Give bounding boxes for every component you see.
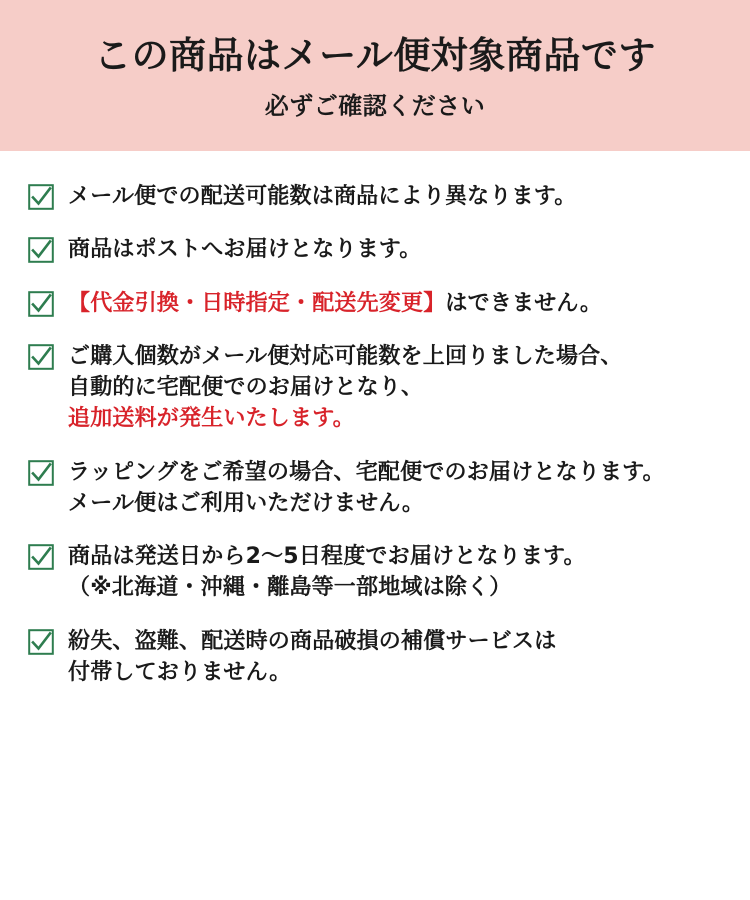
text-segment: 【代金引換・日時指定・配送先変更】 xyxy=(68,290,446,316)
list-item-line xyxy=(68,541,722,572)
text-segment: 紛失、盗難、配送時の商品破損の補償サービスは xyxy=(68,628,557,654)
list-item-text xyxy=(68,626,722,688)
check-box-icon xyxy=(28,291,54,317)
text-segment: メール便はご利用いただけません。 xyxy=(68,490,425,516)
list-item xyxy=(28,288,722,319)
notice-header xyxy=(0,0,750,151)
list-item xyxy=(28,341,722,435)
list-item-text xyxy=(68,457,722,519)
check-box-icon xyxy=(28,629,54,655)
check-box-icon xyxy=(28,344,54,370)
notice-list xyxy=(0,151,750,688)
check-box-icon xyxy=(28,237,54,263)
text-segment: 商品は発送日から2〜5日程度でお届けとなります。 xyxy=(68,544,586,570)
text-segment: 付帯しておりません。 xyxy=(68,659,292,685)
list-item-line xyxy=(68,234,722,265)
text-segment: 商品はポストへお届けとなります。 xyxy=(68,237,422,263)
text-segment: メール便での配送可能数は商品により異なります。 xyxy=(68,184,577,210)
list-item-line xyxy=(68,488,722,519)
page-subtitle: 必ずご確認ください xyxy=(264,92,486,121)
text-segment: はできません。 xyxy=(445,290,603,316)
text-segment: 追加送料が発生いたします。 xyxy=(68,406,355,432)
list-item xyxy=(28,234,722,265)
list-item xyxy=(28,457,722,519)
check-box-icon xyxy=(28,460,54,486)
list-item xyxy=(28,541,722,603)
list-item-line xyxy=(68,457,722,488)
page-title: この商品はメール便対象商品です xyxy=(94,34,656,77)
list-item-text xyxy=(68,234,722,265)
list-item xyxy=(28,181,722,212)
list-item-text xyxy=(68,541,722,603)
list-item-line xyxy=(68,403,722,434)
list-item-line xyxy=(68,372,722,403)
list-item-line xyxy=(68,341,722,372)
text-segment: 自動的に宅配便でのお届けとなり、 xyxy=(68,375,424,401)
text-segment: ラッピングをご希望の場合、宅配便でのお届けとなります。 xyxy=(68,459,665,485)
check-box-icon xyxy=(28,544,54,570)
list-item-text xyxy=(68,288,722,319)
list-item-line xyxy=(68,572,722,603)
check-box-icon xyxy=(28,184,54,210)
list-item-line xyxy=(68,181,722,212)
list-item-line xyxy=(68,657,722,688)
list-item xyxy=(28,626,722,688)
text-segment: ご購入個数がメール便対応可能数を上回りました場合、 xyxy=(68,343,623,369)
list-item-text xyxy=(68,341,722,435)
text-segment: （※北海道・沖縄・離島等一部地域は除く） xyxy=(68,575,512,601)
list-item-text xyxy=(68,181,722,212)
list-item-line xyxy=(68,626,722,657)
list-item-line xyxy=(68,288,722,319)
